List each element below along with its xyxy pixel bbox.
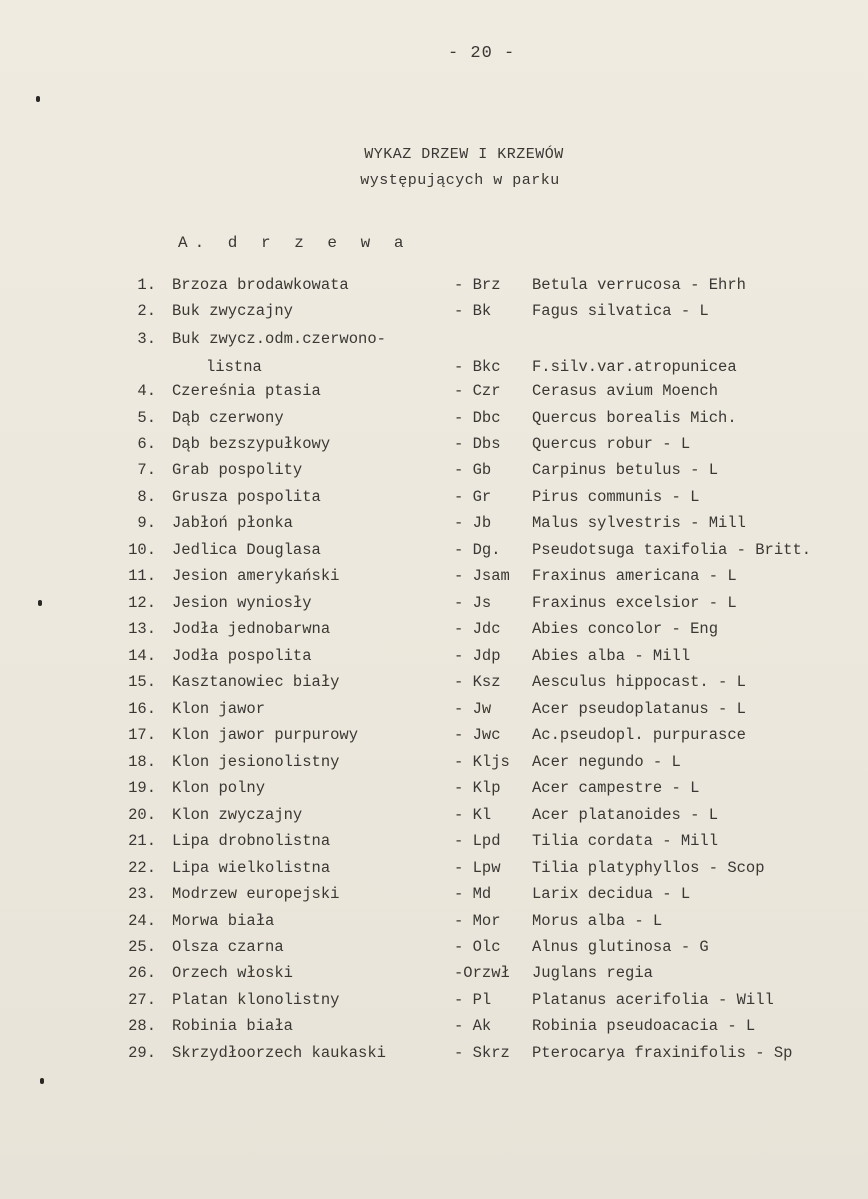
item-number: 18. bbox=[128, 753, 156, 771]
item-number: 1. bbox=[137, 276, 156, 294]
polish-name: Klon polny bbox=[172, 779, 266, 797]
item-number: 3. bbox=[137, 330, 156, 348]
polish-name: Jodła pospolita bbox=[172, 647, 312, 665]
polish-name: Olsza czarna bbox=[172, 938, 284, 956]
item-number: 26. bbox=[128, 964, 156, 982]
list-item bbox=[0, 461, 868, 487]
list-item bbox=[0, 1017, 868, 1043]
list-item bbox=[0, 1044, 868, 1070]
polish-name: Grusza pospolita bbox=[172, 488, 321, 506]
item-number: 13. bbox=[128, 620, 156, 638]
latin-name: Acer platanoides - L bbox=[532, 806, 719, 824]
item-number: 17. bbox=[128, 726, 156, 744]
document-subtitle: występujących w parku bbox=[360, 172, 560, 189]
polish-name: Jodła jednobarwna bbox=[172, 620, 331, 638]
polish-name: Orzech włoski bbox=[172, 964, 293, 982]
polish-name: Dąb czerwony bbox=[172, 409, 284, 427]
item-number: 29. bbox=[128, 1044, 156, 1062]
polish-name: Kasztanowiec biały bbox=[172, 673, 340, 691]
abbreviation: - Mor bbox=[454, 912, 501, 930]
abbreviation: - Klp bbox=[454, 779, 501, 797]
abbreviation: - Kljs bbox=[454, 753, 510, 771]
latin-name: Pterocarya fraxinifolis - Sp bbox=[532, 1044, 793, 1062]
list-item bbox=[0, 302, 868, 328]
polish-name: Jabłoń płonka bbox=[172, 514, 293, 532]
polish-name: Buk zwycz.odm.czerwono- bbox=[172, 330, 386, 348]
latin-name: Cerasus avium Moench bbox=[532, 382, 719, 400]
abbreviation: - Md bbox=[454, 885, 492, 903]
abbreviation: - Dg. bbox=[454, 541, 501, 559]
abbreviation: - Kl bbox=[454, 806, 492, 824]
item-number: 12. bbox=[128, 594, 156, 612]
latin-name: Pirus communis - L bbox=[532, 488, 700, 506]
latin-name: Acer pseudoplatanus - L bbox=[532, 700, 746, 718]
polish-name: Morwa biała bbox=[172, 912, 275, 930]
item-number: 16. bbox=[128, 700, 156, 718]
list-item bbox=[0, 541, 868, 567]
polish-name: Klon jawor bbox=[172, 700, 266, 718]
polish-name: Jedlica Douglasa bbox=[172, 541, 321, 559]
item-number: 27. bbox=[128, 991, 156, 1009]
abbreviation: - Jb bbox=[454, 514, 492, 532]
list-item bbox=[0, 276, 868, 302]
list-item bbox=[0, 753, 868, 779]
polish-name: Czereśnia ptasia bbox=[172, 382, 321, 400]
abbreviation: - Gb bbox=[454, 461, 492, 479]
list-item bbox=[0, 964, 868, 990]
latin-name: Abies alba - Mill bbox=[532, 647, 691, 665]
item-number: 7. bbox=[137, 461, 156, 479]
polish-name: Jesion wyniosły bbox=[172, 594, 312, 612]
latin-name: Quercus robur - L bbox=[532, 435, 691, 453]
abbreviation: - Bkc bbox=[454, 358, 501, 376]
item-number: 15. bbox=[128, 673, 156, 691]
item-number: 28. bbox=[128, 1017, 156, 1035]
abbreviation: - Ksz bbox=[454, 673, 501, 691]
latin-name: Juglans regia bbox=[532, 964, 653, 982]
abbreviation: - Jsam bbox=[454, 567, 510, 585]
polish-name: Robinia biała bbox=[172, 1017, 293, 1035]
item-number: 25. bbox=[128, 938, 156, 956]
abbreviation: - Jwc bbox=[454, 726, 501, 744]
list-item bbox=[0, 620, 868, 646]
item-number: 9. bbox=[137, 514, 156, 532]
list-item bbox=[0, 435, 868, 461]
list-item bbox=[0, 382, 868, 408]
item-number: 2. bbox=[137, 302, 156, 320]
list-item bbox=[0, 700, 868, 726]
polish-name: Klon jesionolistny bbox=[172, 753, 340, 771]
document-title: WYKAZ DRZEW I KRZEWÓW bbox=[364, 146, 564, 163]
item-number: 20. bbox=[128, 806, 156, 824]
latin-name: Tilia cordata - Mill bbox=[532, 832, 719, 850]
latin-name: Fraxinus excelsior - L bbox=[532, 594, 737, 612]
list-item bbox=[0, 488, 868, 514]
item-number: 4. bbox=[137, 382, 156, 400]
polish-name: Klon zwyczajny bbox=[172, 806, 303, 824]
list-item bbox=[0, 885, 868, 911]
abbreviation: - Jw bbox=[454, 700, 492, 718]
abbreviation: -Orzwł bbox=[454, 964, 510, 982]
abbreviation: - Lpw bbox=[454, 859, 501, 877]
item-number: 14. bbox=[128, 647, 156, 665]
polish-name: Jesion amerykański bbox=[172, 567, 340, 585]
latin-name: Robinia pseudoacacia - L bbox=[532, 1017, 756, 1035]
item-number: 19. bbox=[128, 779, 156, 797]
list-item bbox=[0, 594, 868, 620]
abbreviation: - Jdp bbox=[454, 647, 501, 665]
polish-name: Skrzydłoorzech kaukaski bbox=[172, 1044, 386, 1062]
item-number: 10. bbox=[128, 541, 156, 559]
latin-name: Pseudotsuga taxifolia - Britt. bbox=[532, 541, 812, 559]
list-item bbox=[0, 726, 868, 752]
latin-name: Larix decidua - L bbox=[532, 885, 691, 903]
abbreviation: - Ak bbox=[454, 1017, 492, 1035]
polish-name: Modrzew europejski bbox=[172, 885, 340, 903]
latin-name: Fraxinus americana - L bbox=[532, 567, 737, 585]
list-item bbox=[0, 938, 868, 964]
list-item bbox=[0, 330, 868, 356]
page-number: - 20 - bbox=[448, 44, 516, 63]
abbreviation: - Pl bbox=[454, 991, 492, 1009]
punch-mark-top bbox=[36, 96, 40, 102]
latin-name: Acer negundo - L bbox=[532, 753, 681, 771]
item-number: 6. bbox=[137, 435, 156, 453]
polish-name: Klon jawor purpurowy bbox=[172, 726, 359, 744]
latin-name: Alnus glutinosa - G bbox=[532, 938, 709, 956]
item-number: 5. bbox=[137, 409, 156, 427]
polish-name: Grab pospolity bbox=[172, 461, 303, 479]
list-item bbox=[0, 991, 868, 1017]
abbreviation: - Brz bbox=[454, 276, 501, 294]
list-item bbox=[0, 567, 868, 593]
polish-name: Platan klonolistny bbox=[172, 991, 340, 1009]
abbreviation: - Dbs bbox=[454, 435, 501, 453]
latin-name: Acer campestre - L bbox=[532, 779, 700, 797]
latin-name: Quercus borealis Mich. bbox=[532, 409, 737, 427]
latin-name: Platanus acerifolia - Will bbox=[532, 991, 774, 1009]
list-item bbox=[0, 859, 868, 885]
abbreviation: - Dbc bbox=[454, 409, 501, 427]
list-item bbox=[0, 514, 868, 540]
polish-name: Lipa wielkolistna bbox=[172, 859, 331, 877]
item-number: 24. bbox=[128, 912, 156, 930]
item-number: 21. bbox=[128, 832, 156, 850]
abbreviation: - Gr bbox=[454, 488, 492, 506]
latin-name: Ac.pseudopl. purpurasce bbox=[532, 726, 746, 744]
list-item bbox=[0, 673, 868, 699]
latin-name: Betula verrucosa - Ehrh bbox=[532, 276, 746, 294]
latin-name: Carpinus betulus - L bbox=[532, 461, 719, 479]
list-item bbox=[0, 832, 868, 858]
latin-name: F.silv.var.atropunicea bbox=[532, 358, 737, 376]
latin-name: Aesculus hippocast. - L bbox=[532, 673, 746, 691]
punch-mark-bottom bbox=[40, 1078, 44, 1084]
abbreviation: - Jdc bbox=[454, 620, 501, 638]
abbreviation: - Skrz bbox=[454, 1044, 510, 1062]
abbreviation: - Js bbox=[454, 594, 492, 612]
latin-name: Tilia platyphyllos - Scop bbox=[532, 859, 765, 877]
polish-name: Dąb bezszypułkowy bbox=[172, 435, 331, 453]
list-item bbox=[0, 806, 868, 832]
item-number: 22. bbox=[128, 859, 156, 877]
item-number: 8. bbox=[137, 488, 156, 506]
item-number: 23. bbox=[128, 885, 156, 903]
latin-name: Fagus silvatica - L bbox=[532, 302, 709, 320]
abbreviation: - Olc bbox=[454, 938, 501, 956]
list-item bbox=[0, 779, 868, 805]
section-heading: A. d r z e w a bbox=[178, 234, 411, 252]
polish-name: Buk zwyczajny bbox=[172, 302, 293, 320]
polish-name: Lipa drobnolistna bbox=[172, 832, 331, 850]
list-item bbox=[0, 647, 868, 673]
abbreviation: - Czr bbox=[454, 382, 501, 400]
polish-name: Brzoza brodawkowata bbox=[172, 276, 349, 294]
latin-name: Morus alba - L bbox=[532, 912, 663, 930]
abbreviation: - Bk bbox=[454, 302, 492, 320]
latin-name: Abies concolor - Eng bbox=[532, 620, 719, 638]
item-number: 11. bbox=[128, 567, 156, 585]
abbreviation: - Lpd bbox=[454, 832, 501, 850]
latin-name: Malus sylvestris - Mill bbox=[532, 514, 746, 532]
list-item bbox=[0, 358, 868, 384]
list-item bbox=[0, 409, 868, 435]
polish-name: listna bbox=[206, 358, 262, 376]
list-item bbox=[0, 912, 868, 938]
